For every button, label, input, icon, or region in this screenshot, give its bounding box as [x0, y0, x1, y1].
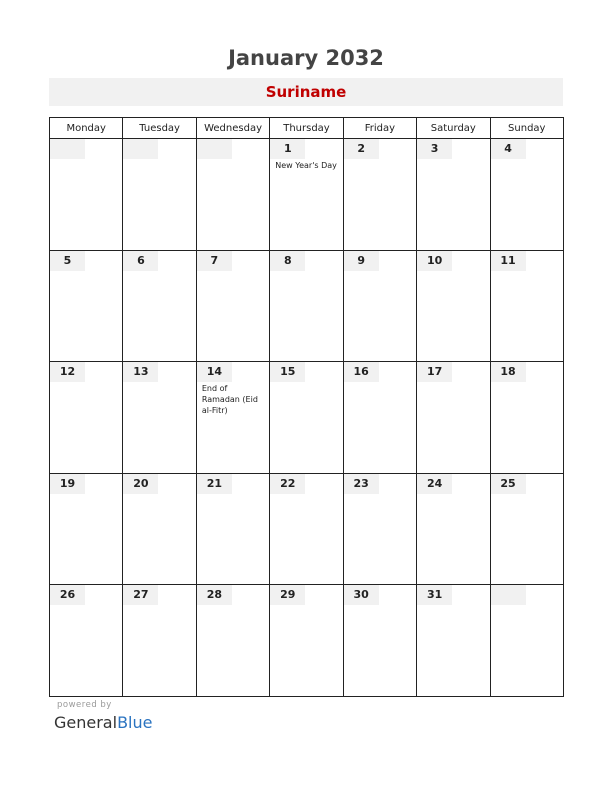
day-number: 28 [197, 585, 232, 605]
day-number: 31 [417, 585, 452, 605]
day-number: 9 [344, 251, 379, 271]
weekday-header: Thursday [270, 118, 343, 139]
day-number: 11 [491, 251, 526, 271]
day-number: 13 [123, 362, 158, 382]
calendar-title: January 2032 [228, 46, 384, 70]
weekday-header-row [50, 118, 564, 139]
day-cell [196, 473, 269, 585]
day-number: 26 [50, 585, 85, 605]
day-number: 8 [270, 251, 305, 271]
day-number: 23 [344, 474, 379, 494]
holiday-label: End of Ramadan (Eid al-Fitr) [201, 384, 258, 416]
day-number: 3 [417, 139, 452, 159]
day-cell [343, 362, 416, 474]
day-number: 2 [344, 139, 379, 159]
day-number: 7 [197, 251, 232, 271]
calendar-body [50, 139, 564, 697]
day-number: 15 [270, 362, 305, 382]
day-number: 18 [491, 362, 526, 382]
day-cell [270, 585, 343, 697]
day-number [197, 139, 232, 159]
day-cell [50, 139, 123, 251]
day-number: 10 [417, 251, 452, 271]
day-cell [417, 473, 490, 585]
day-number [123, 139, 158, 159]
day-cell [123, 250, 196, 362]
week-row [50, 473, 564, 585]
day-cell [490, 585, 563, 697]
day-cell [270, 250, 343, 362]
day-cell [50, 362, 123, 474]
day-cell [270, 139, 343, 251]
day-cell [343, 585, 416, 697]
day-number: 5 [50, 251, 85, 271]
calendar-grid [49, 117, 564, 697]
day-cell [50, 473, 123, 585]
weekday-header: Wednesday [196, 118, 269, 139]
day-number: 25 [491, 474, 526, 494]
day-cell [123, 585, 196, 697]
holiday-label: New Year's Day [275, 161, 337, 170]
day-cell [343, 139, 416, 251]
day-number: 1 [270, 139, 305, 159]
day-number: 27 [123, 585, 158, 605]
day-cell [123, 473, 196, 585]
day-number [491, 585, 526, 605]
powered-by-label: powered by [57, 700, 112, 710]
day-number: 19 [50, 474, 85, 494]
day-number: 14 [197, 362, 232, 382]
weekday-header: Friday [343, 118, 416, 139]
weekday-header: Sunday [490, 118, 563, 139]
day-cell [196, 250, 269, 362]
brand-blue-text: Blue [117, 713, 153, 732]
day-cell [490, 250, 563, 362]
day-cell [490, 362, 563, 474]
day-cell [490, 473, 563, 585]
week-row [50, 585, 564, 697]
weekday-header: Tuesday [123, 118, 196, 139]
day-cell [123, 139, 196, 251]
day-number: 6 [123, 251, 158, 271]
day-number: 22 [270, 474, 305, 494]
day-number: 16 [344, 362, 379, 382]
week-row [50, 362, 564, 474]
day-number [50, 139, 85, 159]
day-cell [343, 250, 416, 362]
brand-general-text: General [54, 713, 118, 732]
day-cell [417, 250, 490, 362]
day-cell [270, 473, 343, 585]
day-cell [343, 473, 416, 585]
day-cell [417, 362, 490, 474]
day-cell [50, 585, 123, 697]
weekday-header: Saturday [417, 118, 490, 139]
country-label: Suriname [49, 78, 563, 106]
day-number: 21 [197, 474, 232, 494]
day-cell [50, 250, 123, 362]
day-cell [196, 585, 269, 697]
day-cell [196, 139, 269, 251]
day-cell [417, 139, 490, 251]
day-cell [270, 362, 343, 474]
day-number: 20 [123, 474, 158, 494]
day-cell [417, 585, 490, 697]
day-number: 30 [344, 585, 379, 605]
day-number: 4 [491, 139, 526, 159]
day-cell [490, 139, 563, 251]
generalblue-logo[interactable] [54, 713, 152, 732]
day-number: 24 [417, 474, 452, 494]
week-row [50, 139, 564, 251]
week-row [50, 250, 564, 362]
day-number: 12 [50, 362, 85, 382]
day-number: 17 [417, 362, 452, 382]
weekday-header: Monday [50, 118, 123, 139]
day-cell [123, 362, 196, 474]
day-number: 29 [270, 585, 305, 605]
day-cell [196, 362, 269, 474]
